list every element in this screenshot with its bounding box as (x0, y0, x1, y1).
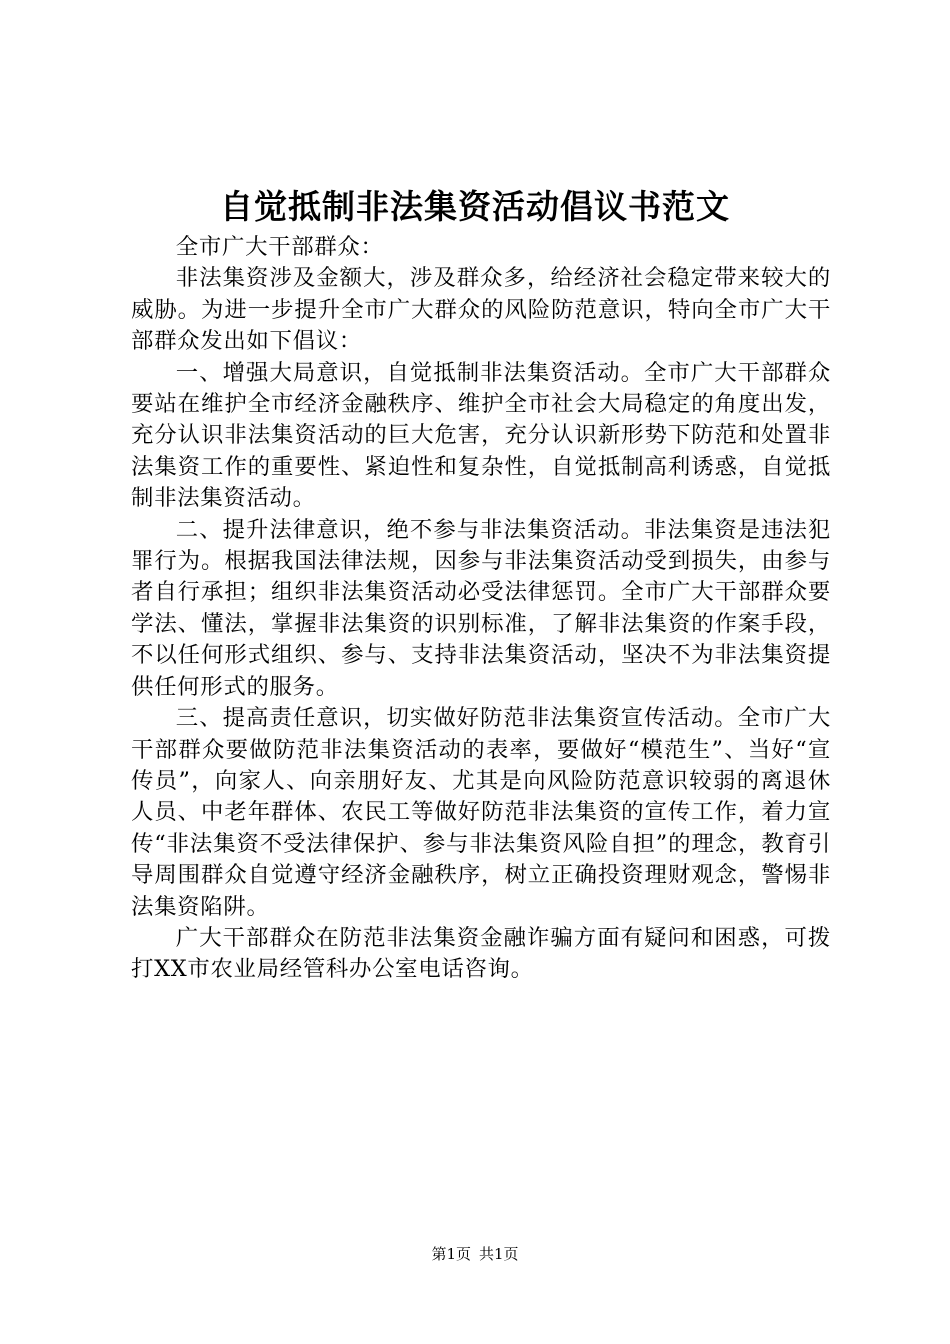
salutation: 全市广大干部群众： (175, 234, 384, 260)
paragraph-point-1: 一、增强大局意识，自觉抵制非法集资活动。全市广大干部群众要站在维护全市经济金融秩序、维护全市社会大局稳定的角度出发，充分认识非法集资活动的巨大危害，充分认识新形势下防范和处置非法集资工作的重要性、紧迫性和复杂性，自觉抵制高利诱惑，自觉抵制非法集资活动。 (131, 359, 831, 512)
paragraph-closing: 广大干部群众在防范非法集资金融诈骗方面有疑问和困惑，可拨打XX市农业局经管科办公室电话咨询。 (131, 924, 831, 983)
paragraph-point-3: 三、提高责任意识，切实做好防范非法集资宣传活动。全市广大干部群众要做防范非法集资活动的表率，要做好“模范生”、当好“宣传员”，向家人、向亲朋好友、尤其是向风险防范意识较弱的离退休人员、中老年群体、农民工等做好防范非法集资的宣传工作，着力宣传“非法集资不受法律保护、参与非法集资风险自担”的理念，教育引导周围群众自觉遵守经济金融秩序，树立正确投资理财观念，警惕非法集资陷阱。 (131, 705, 831, 920)
document-body (131, 232, 831, 986)
paragraph-intro: 非法集资涉及金额大，涉及群众多，给经济社会稳定带来较大的威胁。为进一步提升全市广大群众的风险防范意识，特向全市广大干部群众发出如下倡议： (131, 265, 831, 355)
paragraph-point-2: 二、提升法律意识，绝不参与非法集资活动。非法集资是违法犯罪行为。根据我国法律法规，因参与非法集资活动受到损失，由参与者自行承担；组织非法集资活动必受法律惩罚。全市广大干部群众要学法、懂法，掌握非法集资的识别标准，了解非法集资的作案手段，不以任何形式组织、参与、支持非法集资活动，坚决不为非法集资提供任何形式的服务。 (131, 516, 831, 700)
page-number: 第1页 (431, 1245, 471, 1263)
page-total: 共1页 (479, 1245, 519, 1263)
document-title: 自觉抵制非法集资活动倡议书范文 (220, 187, 730, 226)
page-footer (0, 1244, 950, 1264)
